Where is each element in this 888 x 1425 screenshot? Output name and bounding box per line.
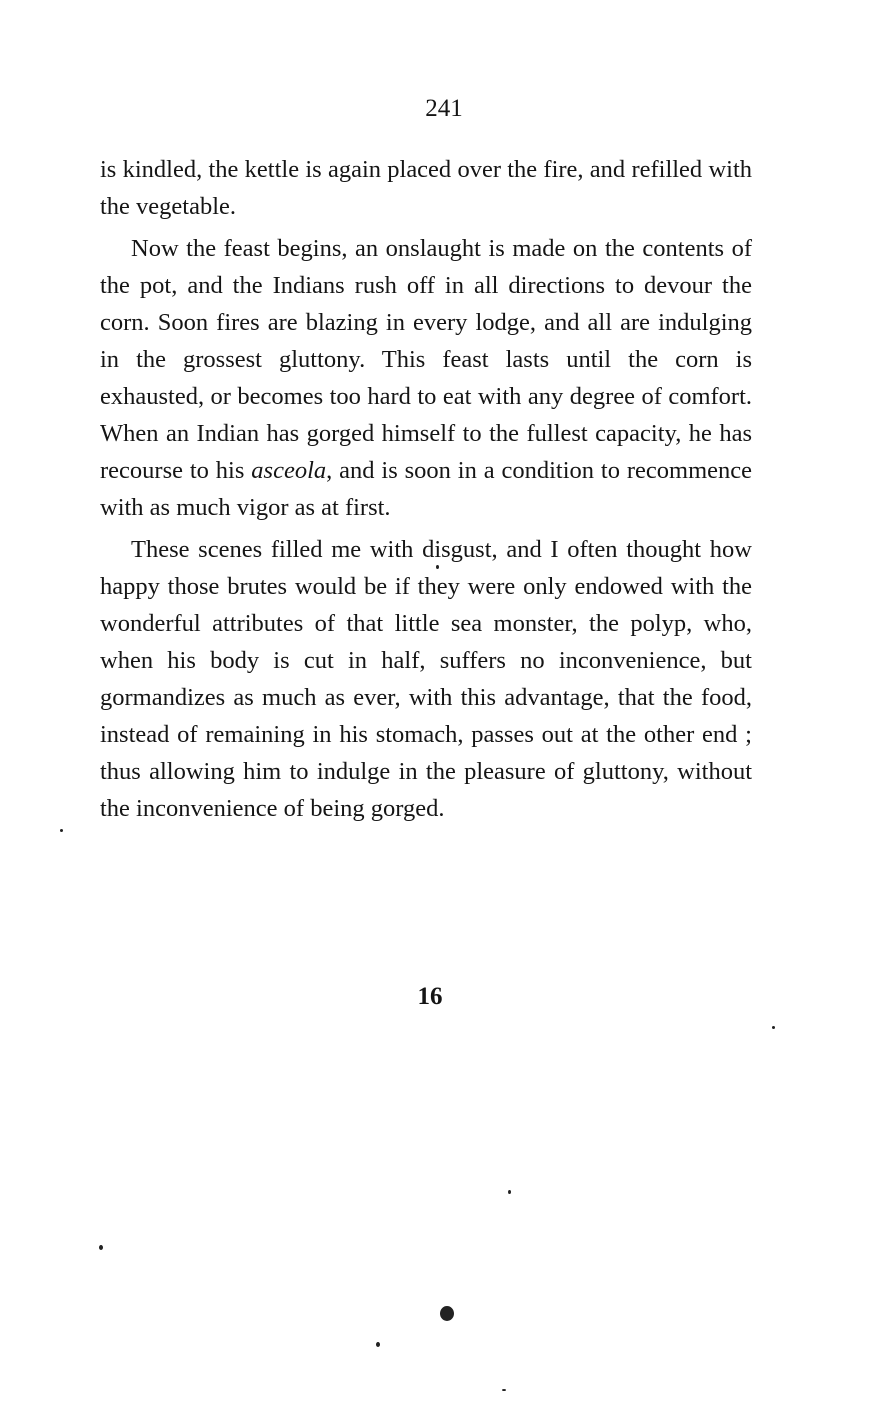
ink-speck <box>436 565 439 569</box>
paragraph-1: is kindled, the kettle is again placed over the fire, and refilled with the vegetable. <box>100 156 752 220</box>
ink-speck <box>440 1306 454 1321</box>
ink-speck <box>60 829 63 832</box>
italic-word: asceola <box>251 457 327 484</box>
paragraph-3: These scenes filled me with disgust, and I often thought how happy those brutes would be if they were only endowed with the wonderful attributes of that little sea monster, the polyp, who, when his body is cut in half, suffers no inconvenience, but gormandizes as much as ever, with this advantage, that the food, instead of remaining in his stomach, passes out at the other end ; thus allowing him to indulge in the pleasure of gluttony, without the inconvenience of being gorged. <box>100 536 752 822</box>
paragraph-2 <box>100 230 752 526</box>
ink-speck <box>508 1190 511 1194</box>
paragraph-2-text-end: , and is soon in a condition to recommence with as much vigor as at first. <box>100 457 752 521</box>
ink-speck <box>772 1026 775 1029</box>
ink-speck <box>502 1389 506 1391</box>
paragraph-2-text-start: Now the feast begins, an onslaught is made on the contents of the pot, and the Indians rush off in all directions to devour the corn. Soon fires are blazing in every lodge, and all are indulging in the grossest gluttony. This feast lasts until the corn is exhausted, or becomes too hard to eat with any degree of comfort. When an Indian has gorged himself to the fullest capacity, he has recourse to his <box>100 235 752 484</box>
ink-speck <box>99 1245 103 1250</box>
ink-speck <box>376 1342 380 1347</box>
page-number: 241 <box>425 95 463 122</box>
signature-mark: 16 <box>417 983 443 1010</box>
body-text <box>100 151 752 832</box>
